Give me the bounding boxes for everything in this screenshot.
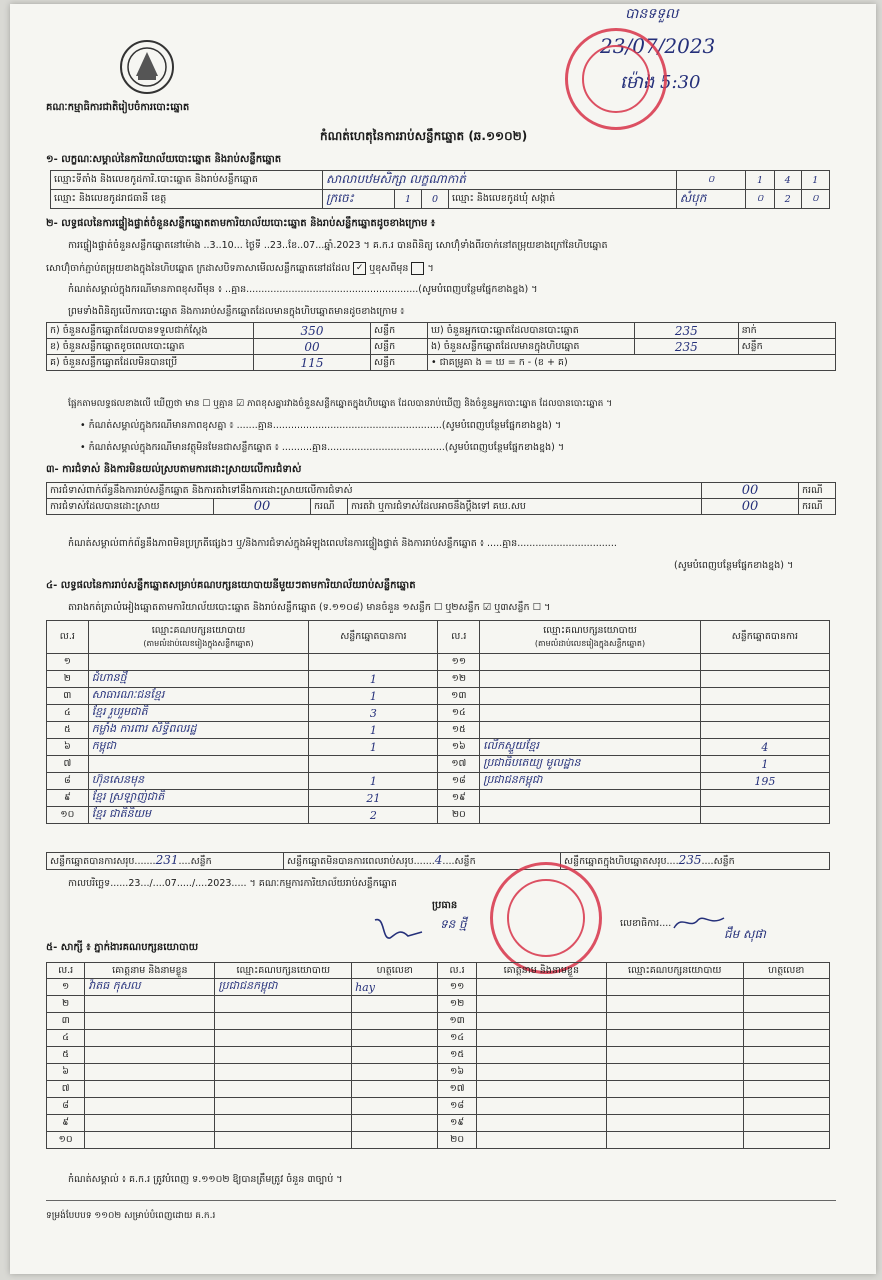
party-votes (700, 705, 829, 722)
col-party: ឈ្មោះគណបក្សនយោបាយ (606, 963, 743, 979)
col-name: គោត្តនាម និងនាមខ្លួន (476, 963, 606, 979)
valid-total-value: 231 (155, 853, 179, 867)
form-title: កំណត់ហេតុនៃការរាប់សន្លឹកឆ្នោត (ឆ.១១០២) (320, 129, 528, 143)
row-number: ៤ (47, 705, 89, 722)
witness-party (606, 1030, 743, 1047)
col-no: ល.រ (438, 621, 480, 654)
table-row (47, 773, 830, 790)
col-party-label: ឈ្មោះគណបក្សនយោបាយ (151, 625, 246, 636)
witness-name (85, 1098, 215, 1115)
different-option-label: ឬខុសពីមុន (369, 263, 409, 274)
witness-party (606, 1098, 743, 1115)
row-number: ២០ (438, 1132, 476, 1149)
row-number: ១០ (47, 1132, 85, 1149)
party-name: ប្រជាធិបតេយ្យ មូលដ្ឋាន (480, 756, 701, 773)
party-votes: 3 (309, 705, 438, 722)
received-label: ក) ចំនួនសន្លឹកឆ្នោតដែលបានទទួលជាក់ស្តែង (47, 323, 254, 339)
col-party (88, 621, 309, 654)
unit-label: សន្លឹក (713, 856, 735, 867)
witness-party (215, 996, 352, 1013)
table-row (47, 756, 830, 773)
witness-name (476, 1013, 606, 1030)
section-3-heading: ៣- ការជំទាស់ និងការមិនយល់ស្របតាមការដោះស្រាយលើការជំទាស់ (46, 464, 302, 475)
witness-name (476, 1115, 606, 1132)
witness-signature (743, 1030, 829, 1047)
witness-signature (352, 1013, 438, 1030)
col-no: ល.រ (438, 963, 476, 979)
witness-party (215, 1132, 352, 1149)
col-name: គោត្តនាម និងនាមខ្លួន (85, 963, 215, 979)
row-number: ១២ (438, 996, 476, 1013)
row-number: ១៧ (438, 1081, 476, 1098)
form-paper (10, 4, 876, 1274)
code-digit: 1 (801, 171, 829, 190)
unused-value: 115 (254, 355, 371, 371)
witness-signature (743, 1132, 829, 1149)
appeal-value: 00 (702, 499, 799, 515)
party-votes (309, 654, 438, 671)
commune-digit: 2 (774, 190, 801, 209)
location-label: ឈ្មោះទីតាំង និងលេខកូដការិ.បោះឆ្នោត និងរាប់សន្លឹកឆ្នោត (51, 171, 323, 190)
witness-name: វ៉ាតធ កុសល (85, 979, 215, 996)
section-4-heading: ៤- លទ្ធផលនៃការរាប់សន្លឹកឆ្នោតសម្រាប់គណបក្សនយោបាយនីមួយៗតាមការិយាល័យរាប់សន្លឹកឆ្នោត (46, 580, 416, 591)
party-name (480, 654, 701, 671)
footnote: កំណត់សម្គាល់ ៖ គ.ក.រ ត្រូវបំពេញ ទ.១១០២ ឱ្យបានត្រឹមត្រូវ ចំនួន ៣ច្បាប់ ។ (68, 1174, 343, 1185)
secretary-label-text: លេខាធិការ (620, 918, 660, 929)
code-digit: 1 (746, 171, 774, 190)
row-number: ១៦ (438, 739, 480, 756)
complaints-table (46, 482, 836, 515)
row-number: ៥ (47, 1047, 85, 1064)
footer-divider (46, 1200, 836, 1201)
same-checkbox[interactable]: ✓ (353, 262, 366, 275)
witness-name (476, 1132, 606, 1149)
row-number: ៩ (47, 1115, 85, 1132)
table-row (47, 739, 830, 756)
row-number: ១៨ (438, 1098, 476, 1115)
province-label: ឈ្មោះ និងលេខកូដរាជធានី ខេត្ត (51, 190, 323, 209)
voters-label: ឃ) ចំនួនអ្នកបោះឆ្នោតដែលបានបោះឆ្នោត (428, 323, 635, 339)
party-votes (700, 807, 829, 824)
witness-party (606, 1064, 743, 1081)
witness-party (606, 996, 743, 1013)
case-label: ករណី (311, 499, 348, 515)
witness-signature (743, 979, 829, 996)
row-number: ១៩ (438, 1115, 476, 1132)
secretary-name: ជឹម សុផា (724, 927, 766, 941)
party-name (88, 756, 309, 773)
party-name: ហ៊ុនសេនមុន (88, 773, 309, 790)
row-number: ១៣ (438, 688, 480, 705)
party-name (480, 722, 701, 739)
chair-signature (370, 914, 430, 944)
witness-signature (352, 1064, 438, 1081)
section-2-heading: ២- លទ្ធផលនៃការផ្ទៀងផ្ទាត់ចំនួនសន្លឹកឆ្នោតតាមការិយាល័យបោះឆ្នោត និងរាប់សន្លឹកឆ្នោតដូចខាងក្រោម ៖ (46, 218, 436, 229)
row-number: ៧ (47, 756, 89, 773)
difference-result-line: ផ្អែកតាមលទ្ធផលខាងលើ ឃើញថា មាន ☐ ឬគ្មាន ☑ ភាពខុសគ្នារវាងចំនួនសន្លឹកឆ្នោតក្នុងហិបឆ្នោត ដែលបានរាប់ឃើញ និងចំនួនអ្នកបោះឆ្នោត ដែលបានបោះឆ្នោត ។ (68, 399, 613, 409)
witness-signature (743, 1064, 829, 1081)
table-row (47, 1013, 830, 1030)
irregularity-note: កំណត់សម្គាល់ពាក់ព័ន្ធនឹងភាពមិនប្រក្រតីផ្សេងៗ ឬ/និងការជំទាស់ក្នុងអំឡុងពេលនៃការផ្ទៀងផ្ទាត់ និងការរាប់សន្លឹកឆ្នោត ៖ .....គ្មាន................................. (68, 538, 617, 549)
row-number: ៤ (47, 1030, 85, 1047)
party-votes: 4 (700, 739, 829, 756)
verify-line-1: ការផ្ទៀងផ្ទាត់ចំនួនសន្លឹកឆ្នោតនៅម៉ោង ..3..10... ថ្ងៃទី ..23..ខែ..07...ឆ្នាំ.2023 ។ គ.ក.រ បានពិនិត្យ សោហ៊ុំទាំងពីរចាក់នៅតម្រុយខាងក្រៅនៃហិបឆ្នោត (68, 240, 608, 251)
official-stamp-top (565, 28, 667, 130)
table-row (47, 1098, 830, 1115)
invalid-total: សន្លឹកឆ្នោតមិនបានការពេលរាប់សរុប.......4....សន្លឹក (284, 853, 561, 870)
unit-label: សន្លឹក (190, 856, 212, 867)
received-date: 23/07/2023 (600, 34, 716, 58)
witness-party (215, 1064, 352, 1081)
unit-label: សន្លឹក (738, 339, 835, 355)
witness-name (85, 1081, 215, 1098)
emblem-icon (118, 38, 176, 96)
check-intro-line: ព្រមទាំងពិនិត្យលើការបោះឆ្នោត និងការរាប់សន្លឹកឆ្នោតដែលមានក្នុងហិបឆ្នោតមានដូចខាងក្រោម ៖ (68, 306, 405, 317)
witness-party (606, 1132, 743, 1149)
location-value: សាលាបឋមសិក្សា លក្ខណាកាត់ (323, 171, 677, 190)
province-value: ក្រចេះ (323, 190, 395, 209)
valid-total-label: សន្លឹកឆ្នោតបានការសរុប....... (50, 856, 156, 867)
table-row (47, 979, 830, 996)
unit-label: សន្លឹក (371, 355, 428, 371)
witness-name (476, 1047, 606, 1064)
party-votes (309, 756, 438, 773)
witness-party (215, 1081, 352, 1098)
spoiled-value: 00 (254, 339, 371, 355)
witness-signature (743, 1047, 829, 1064)
table-row (47, 1064, 830, 1081)
table-row (47, 1132, 830, 1149)
unit-label: សន្លឹក (371, 339, 428, 355)
witness-signature (352, 1132, 438, 1149)
chair-label: ប្រធាន (432, 900, 458, 911)
witness-signature (352, 1081, 438, 1098)
voters-value: 235 (635, 323, 739, 339)
received-time: ម៉ោង 5:30 (620, 72, 701, 93)
witness-name (476, 979, 606, 996)
witness-party: ប្រជាជនកម្ពុជា (215, 979, 352, 996)
table-row (47, 671, 830, 688)
irregularity-note-2: (សូមបំពេញបន្ថែមផ្នែកខាងខ្នង) ។ (674, 560, 794, 571)
witness-name (85, 1064, 215, 1081)
witness-signature (743, 1115, 829, 1132)
witness-signature (743, 996, 829, 1013)
witness-name (476, 1030, 606, 1047)
witness-name (85, 1013, 215, 1030)
complaints-value: 00 (702, 483, 799, 499)
col-votes: សន្លឹកឆ្នោតបានការ (700, 621, 829, 654)
party-name: លើកស្ទួយខ្មែរ (480, 739, 701, 756)
row-number: ១៥ (438, 722, 480, 739)
invalid-total-label: សន្លឹកឆ្នោតមិនបានការពេលរាប់សរុប....... (287, 856, 435, 867)
row-number: ១ (47, 979, 85, 996)
col-votes: សន្លឹកឆ្នោតបានការ (309, 621, 438, 654)
row-number: ១៨ (438, 773, 480, 790)
col-party (480, 621, 701, 654)
secretary-label: លេខាធិការ.... (620, 918, 672, 929)
party-votes: 1 (700, 756, 829, 773)
case-label: ករណី (799, 483, 836, 499)
party-name (480, 705, 701, 722)
formula: • ជាគម្រូគា ង = ឃ = ក - (ខ + គ) (428, 355, 836, 371)
resolved-label: ការជំទាស់ដែលបានដោះស្រាយ (47, 499, 214, 515)
party-votes (700, 654, 829, 671)
invalid-total-value: 4 (434, 853, 443, 867)
witness-signature (352, 1098, 438, 1115)
code-digit: ០ (676, 171, 746, 190)
party-votes: 195 (700, 773, 829, 790)
row-number: ៨ (47, 1098, 85, 1115)
ballot-count-table (46, 322, 836, 371)
table-row (47, 1030, 830, 1047)
party-votes: 1 (309, 671, 438, 688)
appeal-label: ការតវ៉ា ឬការជំទាស់ដែលអាចនឹងប្តឹងទៅ គឃ.សប (348, 499, 702, 515)
row-number: ១២ (438, 671, 480, 688)
witness-name (85, 1030, 215, 1047)
party-name (480, 790, 701, 807)
witness-name (476, 1081, 606, 1098)
witness-signature (743, 1081, 829, 1098)
witness-signature: hay (352, 979, 438, 996)
secretary-signature (670, 910, 730, 934)
table-row (47, 688, 830, 705)
difference-note-line: កំណត់សម្គាល់ក្នុងករណីមានភាពខុសពីមុន ៖ ..គ្មាន.........................................................(សូមបំពេញបន្ថែមផ្នែកខាងខ្នង) ។ (68, 284, 538, 295)
commune-value: សំបុក (676, 190, 746, 209)
party-name: កម្ពុជា (88, 739, 309, 756)
table-row (47, 807, 830, 824)
row-number: ១ (47, 654, 89, 671)
col-no: ល.រ (47, 963, 85, 979)
section-1-heading: ១- លក្ខណៈសម្គាល់នៃការិយាល័យបោះឆ្នោត និងរាប់សន្លឹកឆ្នោត (46, 154, 282, 165)
tally-sheet-line: តារាងកត់ត្រាលំអៀងឆ្នោតតាមការិយាល័យបោះឆ្នោត និងរាប់សន្លឹកឆ្នោត (ទ.១១០៨) មានចំនួន ១សន្លឹក ☐ ឬ២សន្លឹក ☑ ឬ៣សន្លឹក ☐ ។ (68, 602, 551, 613)
witness-name (85, 1115, 215, 1132)
party-name: សាធារណៈជនខ្មែរ (88, 688, 309, 705)
col-sign: ហត្ថលេខា (352, 963, 438, 979)
witness-name (85, 996, 215, 1013)
witness-signature (743, 1013, 829, 1030)
col-no: ល.រ (47, 621, 89, 654)
party-votes (700, 790, 829, 807)
case-label: ករណី (799, 499, 836, 515)
unit-label: សន្លឹក (371, 323, 428, 339)
code-digit: 4 (774, 171, 801, 190)
party-votes: 21 (309, 790, 438, 807)
party-name: ជំហានថ្មី (88, 671, 309, 688)
row-number: ១៥ (438, 1047, 476, 1064)
row-number: ២ (47, 996, 85, 1013)
row-number: ៣ (47, 1013, 85, 1030)
difference-remark-line: • កំណត់សម្គាល់ក្នុងករណីមានភាពខុសគ្នា ៖ .......គ្មាន........................................................(សូមបំពេញបន្ថែមផ្នែកខាងខ្នង) ។ (80, 420, 562, 431)
row-number: ៨ (47, 773, 89, 790)
results-summary (46, 852, 830, 870)
party-votes: 1 (309, 722, 438, 739)
witness-signature (352, 1115, 438, 1132)
witness-party (606, 1081, 743, 1098)
verify-line-2: សោហ៊ុំចាក់ភ្ជាប់តម្រុយខាងក្នុងនៃហិបឆ្នោត ក្រដាសបិទភាសាមើលសន្លឹកឆ្នោតនៅដដែល ✓ ឬខុសពីមុន ។ (46, 263, 434, 274)
row-number: ៦ (47, 739, 89, 756)
party-name: ប្រជាជនកម្ពុជា (480, 773, 701, 790)
commune-digit: ០ (746, 190, 774, 209)
commune-digit: ០ (801, 190, 829, 209)
party-votes (700, 722, 829, 739)
col-party-sub: (តាមលំដាប់លេខរៀងក្នុងសន្លឹកឆ្នោត) (143, 639, 254, 648)
unused-label: គ) ចំនួនសន្លឹកឆ្នោតដែលមិនបានប្រើ (47, 355, 254, 371)
box-total-value: 235 (678, 853, 702, 867)
form-footer: ទម្រង់បែបបទ ១១០២ សម្រាប់បំពេញដោយ គ.ក.រ (46, 1211, 216, 1221)
different-checkbox[interactable] (411, 262, 424, 275)
party-name: ខ្មែរ រួបរួមជាតិ (88, 705, 309, 722)
row-number: ២ (47, 671, 89, 688)
party-votes: 1 (309, 739, 438, 756)
party-votes: 2 (309, 807, 438, 824)
box-total: សន្លឹកឆ្នោតក្នុងហិបឆ្នោតសរុប....235....សន្លឹក (561, 853, 830, 870)
voters-unit: នាក់ (738, 323, 835, 339)
table-row (47, 790, 830, 807)
table-row (47, 705, 830, 722)
witness-party (215, 1098, 352, 1115)
in-box-label: ង) ចំនួនសន្លឹកឆ្នោតដែលមានក្នុងហិបឆ្នោត (428, 339, 635, 355)
row-number: ១០ (47, 807, 89, 824)
party-name: ខ្មែរ ជាតិនិយម (88, 807, 309, 824)
party-name (480, 688, 701, 705)
party-name: កម្លាំង ការពារ សិទ្ធិពលរដ្ឋ (88, 722, 309, 739)
witness-party (215, 1047, 352, 1064)
col-party-label: ឈ្មោះគណបក្សនយោបាយ (543, 625, 637, 636)
party-votes (700, 688, 829, 705)
row-number: ៧ (47, 1081, 85, 1098)
col-party-sub: (តាមលំដាប់លេខរៀងក្នុងសន្លឹកឆ្នោត) (534, 639, 646, 648)
row-number: ១៤ (438, 705, 480, 722)
resolved-value: 00 (214, 499, 311, 515)
witness-party (215, 1030, 352, 1047)
row-number: ៦ (47, 1064, 85, 1081)
received-note: បានទទួល (625, 6, 679, 22)
witness-party (215, 1115, 352, 1132)
official-stamp-middle (490, 862, 602, 974)
province-digit: 0 (422, 190, 449, 209)
row-number: ១៣ (438, 1013, 476, 1030)
commune-label: ឈ្មោះ និងលេខកូដឃុំ សង្កាត់ (448, 190, 676, 209)
verify-line-2-text: សោហ៊ុំចាក់ភ្ជាប់តម្រុយខាងក្នុងនៃហិបឆ្នោត ក្រដាសបិទភាសាមើលសន្លឹកឆ្នោតនៅដដែល (46, 263, 351, 274)
witness-name (476, 996, 606, 1013)
witness-name (85, 1047, 215, 1064)
row-number: ១៩ (438, 790, 480, 807)
row-number: ១៤ (438, 1030, 476, 1047)
valid-total: សន្លឹកឆ្នោតបានការសរុប.......231....សន្លឹក (47, 853, 284, 870)
spoiled-label: ខ) ចំនួនសន្លឹកឆ្នោតខូចពេលបោះឆ្នោត (47, 339, 254, 355)
table-row (47, 654, 830, 671)
row-number: ១១ (438, 979, 476, 996)
row-number: ១៦ (438, 1064, 476, 1081)
province-digit: 1 (395, 190, 422, 209)
witness-party (606, 979, 743, 996)
witness-party (606, 1013, 743, 1030)
witness-party (606, 1115, 743, 1132)
table-row (47, 996, 830, 1013)
col-party: ឈ្មោះគណបក្សនយោបាយ (215, 963, 352, 979)
section-1-table (50, 170, 830, 209)
witness-party (606, 1047, 743, 1064)
witness-table (46, 962, 830, 1149)
party-name (480, 671, 701, 688)
row-number: ១៧ (438, 756, 480, 773)
table-row (47, 1081, 830, 1098)
in-box-value: 235 (635, 339, 739, 355)
party-votes (700, 671, 829, 688)
unit-label: សន្លឹក (454, 856, 476, 867)
table-row (47, 1047, 830, 1064)
party-name (480, 807, 701, 824)
witness-name (476, 1098, 606, 1115)
witness-name (476, 1064, 606, 1081)
results-table (46, 620, 830, 824)
chair-name: ទន ថ្មី (440, 917, 467, 931)
table-row (47, 1115, 830, 1132)
witness-party (215, 1013, 352, 1030)
signing-date-line: កាលបរិច្ឆេទ......23.../....07...../....2023..... ។ គណៈកម្មការការិយាល័យរាប់សន្លឹកឆ្នោត (68, 878, 397, 889)
complaints-label: ការជំទាស់ពាក់ព័ន្ធនឹងការរាប់សន្លឹកឆ្នោត និងការតវ៉ាទៅនឹងការដោះស្រាយលើការជំទាស់ (47, 483, 702, 499)
party-name (88, 654, 309, 671)
witness-name (85, 1132, 215, 1149)
witness-signature (743, 1098, 829, 1115)
table-row (47, 722, 830, 739)
row-number: ១១ (438, 654, 480, 671)
witness-signature (352, 1030, 438, 1047)
row-number: ៣ (47, 688, 89, 705)
foreign-object-line: • កំណត់សម្គាល់ក្នុងករណីមានវត្ថុមិនមែនជាសន្លឹកឆ្នោត ៖ ..........គ្មាន.......................................(សូមបំពេញបន្ថែមផ្នែកខាងខ្នង) ។ (80, 442, 565, 453)
party-name: ខ្មែរ ស្រឡាញ់ជាតិ (88, 790, 309, 807)
row-number: ៥ (47, 722, 89, 739)
party-votes: 1 (309, 773, 438, 790)
section-5-heading: ៥- សាក្សី ៖ ភ្នាក់ងារគណបក្សនយោបាយ (46, 942, 199, 953)
col-sign: ហត្ថលេខា (743, 963, 829, 979)
org-name: គណៈកម្មាធិការជាតិរៀបចំការបោះឆ្នោត (46, 102, 190, 113)
row-number: ២០ (438, 807, 480, 824)
box-total-label: សន្លឹកឆ្នោតក្នុងហិបឆ្នោតសរុប.... (564, 856, 679, 867)
party-votes: 1 (309, 688, 438, 705)
row-number: ៩ (47, 790, 89, 807)
witness-signature (352, 996, 438, 1013)
received-value: 350 (254, 323, 371, 339)
witness-signature (352, 1047, 438, 1064)
